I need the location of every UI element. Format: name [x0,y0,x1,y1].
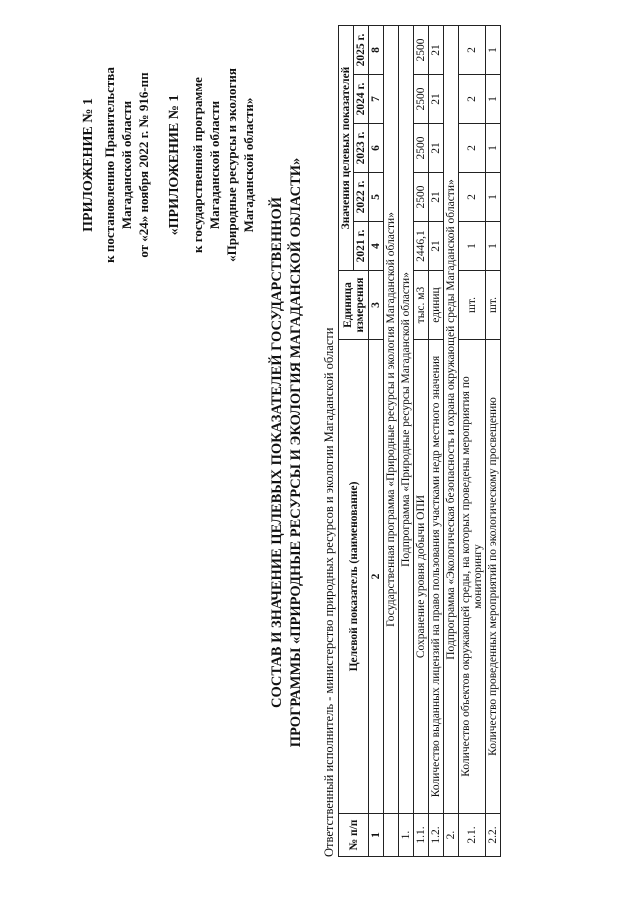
indicator-value: 2 [459,124,486,173]
row-num: 1.2. [429,814,444,857]
indicator-value: 21 [429,222,444,271]
header-year: 2022 г. [354,173,369,222]
table-row [429,26,444,857]
indicator-value: 2500 [414,75,429,124]
appendix-line: Магаданской области [207,100,222,230]
col-number: 2 [369,340,384,814]
indicator-unit: единиц [429,271,444,340]
responsible-executor: Ответственный исполнитель - министерство природных ресурсов и экологии Магаданской области [322,327,336,857]
table-row [459,26,486,857]
col-number: 3 [369,271,384,340]
header-unit: Единица измерения [339,271,369,340]
row-num: 2.2. [486,814,501,857]
indicator-value: 1 [486,173,501,222]
indicator-value: 21 [429,75,444,124]
row-num: 2.1. [459,814,486,857]
indicator-name: Количество объектов окружающей среды, на которых проведены мероприятия по мониторингу [459,340,486,814]
col-number: 7 [369,75,384,124]
col-number: 5 [369,173,384,222]
section-num: 2. [444,814,459,857]
col-number: 8 [369,26,384,75]
appendix-line: от «24» ноября 2022 г. № 916-пп [136,72,151,258]
indicator-value: 2500 [414,124,429,173]
indicator-value: 21 [429,26,444,75]
indicator-name: Количество проведенных мероприятий по экологическому просвещению [486,340,501,814]
indicator-value: 1 [486,26,501,75]
subprogram-title: Подпрограмма «Природные ресурсы Магаданской области» [399,26,414,814]
indicator-value: 21 [429,124,444,173]
appendix-title: ПРИЛОЖЕНИЕ № 1 [81,98,96,232]
subprogram-title: Подпрограмма «Экологическая безопасность и охрана окружающей среды Магаданской области» [444,26,459,814]
title-line: СОСТАВ И ЗНАЧЕНИЕ ЦЕЛЕВЫХ ПОКАЗАТЕЛЕЙ ГОСУДАРСТВЕННОЙ [269,196,285,709]
empty-cell [384,814,399,857]
col-number: 1 [369,814,384,857]
header-year: 2021 г. [354,222,369,271]
appendix-header [80,25,257,305]
col-number: 4 [369,222,384,271]
indicator-value: 2 [459,26,486,75]
indicator-unit: шт. [459,271,486,340]
table-row [384,26,399,857]
title-line: ПРОГРАММЫ «ПРИРОДНЫЕ РЕСУРСЫ И ЭКОЛОГИЯ МАГАДАНСКОЙ ОБЛАСТИ» [288,157,304,748]
indicator-unit: шт. [486,271,501,340]
header-year: 2023 г. [354,124,369,173]
indicator-value: 21 [429,173,444,222]
header-num: № п/п [339,814,369,857]
appendix-line: Магаданской области [119,100,134,230]
table-row [444,26,459,857]
indicator-value: 1 [459,222,486,271]
header-year: 2024 г. [354,75,369,124]
table-row [486,26,501,857]
col-number: 6 [369,124,384,173]
indicator-name: Количество выданных лицензий на право пользования участками недр местного значения [429,340,444,814]
indicator-name: Сохранение уровня добычи ОПИ [414,340,429,814]
header-year: 2025 г. [354,26,369,75]
indicator-value: 2 [459,173,486,222]
indicator-value: 2 [459,75,486,124]
indicator-value: 1 [486,222,501,271]
program-title: Государственная программа «Природные ресурсы и экология Магаданской области» [384,26,399,814]
appendix-title-2: «ПРИЛОЖЕНИЕ № 1 [167,94,182,236]
header-values-group: Значения целевых показателей [339,26,354,271]
document-title [268,40,306,865]
indicator-value: 2500 [414,26,429,75]
indicator-value: 2500 [414,173,429,222]
appendix-line: к государственной программе [190,77,205,253]
section-num: 1. [399,814,414,857]
indicators-table [338,25,501,857]
appendix-line: «Природные ресурсы и экология [224,68,239,262]
indicator-value: 1 [486,75,501,124]
table-row [399,26,414,857]
row-num: 1.1. [414,814,429,857]
header-name: Целевой показатель (наименование) [339,340,369,814]
indicator-value: 1 [486,124,501,173]
table-row [414,26,429,857]
appendix-line: Магаданской области» [241,97,256,233]
indicator-value: 2446,1 [414,222,429,271]
indicator-unit: тыс. м3 [414,271,429,340]
appendix-line: к постановлению Правительства [102,67,117,263]
